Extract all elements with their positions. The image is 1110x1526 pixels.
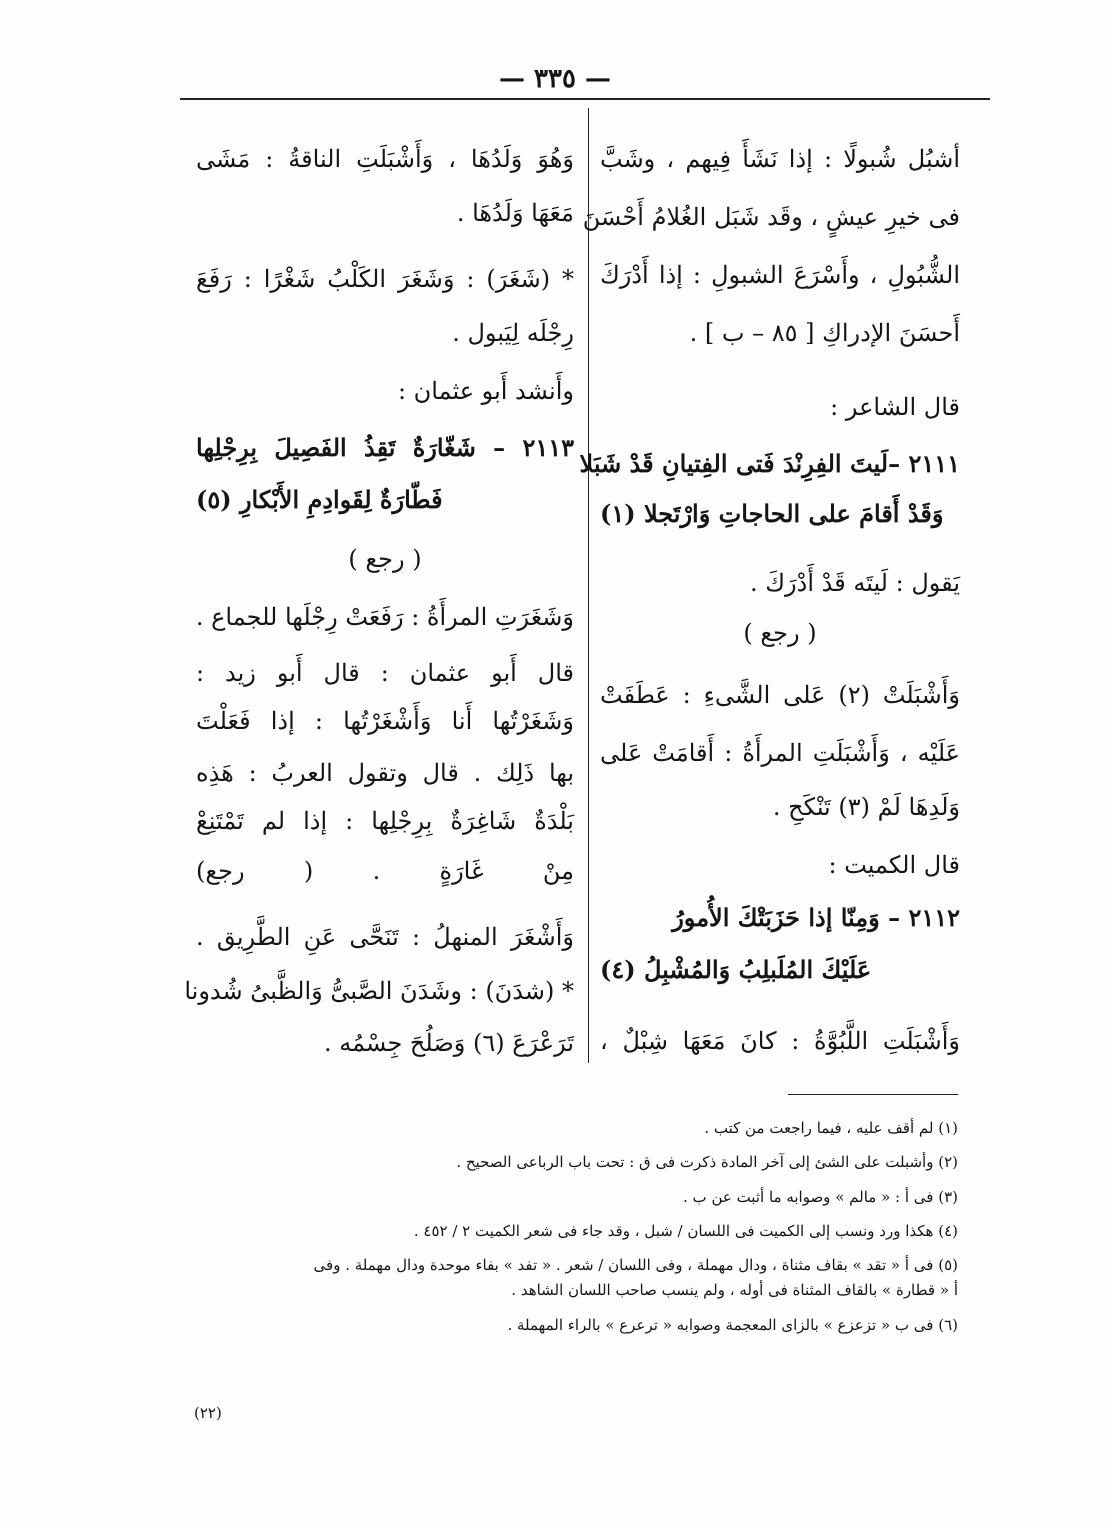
right-column-line: قال الكميت : bbox=[828, 851, 960, 879]
footnote: (٤) هكذا ورد ونسب إلى الكميت فى اللسان / شبل ، وقد جاء فى شعر الكميت ٢ / ٤٥٢ . bbox=[413, 1221, 958, 1240]
right-column-line: وَأَشْبَلَتْ (٢) عَلى الشَّىءِ : عَطَفَتْ bbox=[600, 681, 960, 709]
left-column-line: فَطّارَةٌ لِقَوادِمِ الأَبْكارِ (٥) bbox=[196, 485, 443, 514]
left-column-line: وَشَغَرَتِ المرأَةُ : رَفَعَتْ رِجْلَها للجماع . bbox=[195, 603, 574, 631]
right-column-line: قال الشاعر : bbox=[830, 393, 960, 421]
left-column-line: وَهُوَ وَلَدُهَا ، وَأَشْبَلَتِ الناقةُ : مَشَى bbox=[196, 145, 574, 173]
left-column-line: * (شَغَرَ) : وَشَغَرَ الكَلْبُ شَغْرًا : رَفَعَ bbox=[196, 265, 574, 293]
right-column-line: وَقَدْ أَقامَ على الحاجاتِ وَارْتَجلا (١) bbox=[600, 499, 944, 528]
right-column-line: يَقول : لَيتَه قَدْ أَدْرَكَ . bbox=[750, 569, 960, 597]
left-column-line: وَأَشْغَرَ المنهلُ : تَنَحَّى عَنِ الطَّرِيق . bbox=[196, 923, 574, 951]
page-number: — ٣٣٥ — bbox=[498, 64, 612, 94]
right-column-line: ٢١١١ –لَيتَ الفِرِنْدَ فَتى الفِتيانِ قَدْ شَبَلا bbox=[579, 449, 960, 478]
left-column-line: بها ذَلِك . قال وتقول العربُ : هَذِه bbox=[196, 759, 574, 787]
right-column-line: عَلَيْه ، وَأَشْبَلَتِ المرأَةُ : أَقامَتْ عَلى bbox=[600, 739, 960, 767]
left-column-line: مِنْ غَارَةٍ . ( رجع) bbox=[196, 857, 574, 885]
left-column-line: قال أَبو عثمان : قال أَبو زيد : bbox=[196, 659, 574, 687]
left-column-line: بَلْدَةٌ شَاغِرَةٌ بِرِجْلِها : إذا لم تَمْتَنِعْ bbox=[196, 807, 574, 835]
right-column-line: وَأَشْبَلَتِ اللَّبُوَّةُ : كانَ مَعَهَا شِبْلٌ ، bbox=[600, 1027, 960, 1055]
sheet-number: (٢٢) bbox=[194, 1404, 222, 1422]
left-column-line: تَرَعْرَعَ (٦) وَصَلُحَ جِسْمُه . bbox=[324, 1029, 574, 1057]
right-column-line: عَلَيْكَ المُلَبلِبُ وَالمُشْبِلُ (٤) bbox=[600, 955, 872, 984]
column-divider bbox=[588, 108, 589, 1063]
footnote: (٥) فى أ « تقد » بقاف مثناة ، ودال مهملة ، وفى اللسان / شعر . « تفد » بفاء موحدة ودال مهملة . وفى bbox=[313, 1256, 958, 1274]
left-column-line: رِجْلَه لِيَبول . bbox=[452, 319, 574, 347]
footnote: (٢) وأشبلت على الشئ إلى آخر المادة ذكرت فى ق : تحت باب الرباعى الصحيح . bbox=[456, 1153, 958, 1172]
footnote: أ « قطارة » بالقاف المثناة فى أوله ، ولم ينسب صاحب اللسان الشاهد . bbox=[511, 1281, 958, 1300]
right-column-line: الشُّبُولِ ، وأَسْرَعَ الشبولِ : إذا أَدْرَكَ bbox=[600, 261, 960, 289]
left-column-line: ( رجع ) bbox=[348, 545, 422, 573]
footnote: (٣) فى أ : « مالم » وصوابه ما أثبت عن ب . bbox=[683, 1187, 958, 1206]
left-column-line: * (شدَنَ) : وشَدَنَ الصَّبىُّ وَالظَّبىُ شُدونا bbox=[184, 977, 574, 1005]
footnote: (١) لم أقف عليه ، فيما راجعت من كتب . bbox=[704, 1119, 958, 1137]
left-column-line: وَشَغَرْتُها أَنا وَأَشْغَرْتُها : إذا فَعَلْتَ bbox=[196, 707, 574, 735]
left-column-line: ٢١١٣ – شَغّارَةٌ تَقِذُ الفَصِيلَ بِرِجْلِها bbox=[196, 433, 574, 462]
footnote: (٦) فى ب « تزعزع » بالزاى المعجمة وصوابه « ترعرع » بالراء المهملة . bbox=[507, 1315, 958, 1334]
right-column-line: ( رجع ) bbox=[743, 619, 817, 647]
left-column-line: وأَنشد أَبو عثمان : bbox=[397, 377, 574, 405]
header-rule bbox=[180, 98, 990, 100]
right-column-line: أَحسَنَ الإدراكِ [ ٨٥ – ب ] . bbox=[689, 319, 960, 347]
right-column-line: أشبُل شُبولًا : إذا نَشَأَ فِيهم ، وشَبَّ bbox=[600, 145, 960, 173]
footnote-rule bbox=[788, 1094, 958, 1095]
footnotes bbox=[180, 1117, 958, 1348]
right-column-line: وَلَدِهَا لَمْ (٣) تَنْكَحِ . bbox=[772, 793, 960, 821]
right-column-line: ٢١١٢ – وَمِنّا إذا حَزَبَتْكَ الأُمورُ bbox=[672, 903, 960, 932]
left-column-line: مَعَهَا وَلَدُهَا . bbox=[456, 199, 574, 227]
right-column-line: فى خيرِ عيشٍ ، وقَد شَبَل الغُلامُ أَحْسَنَ bbox=[582, 203, 960, 231]
